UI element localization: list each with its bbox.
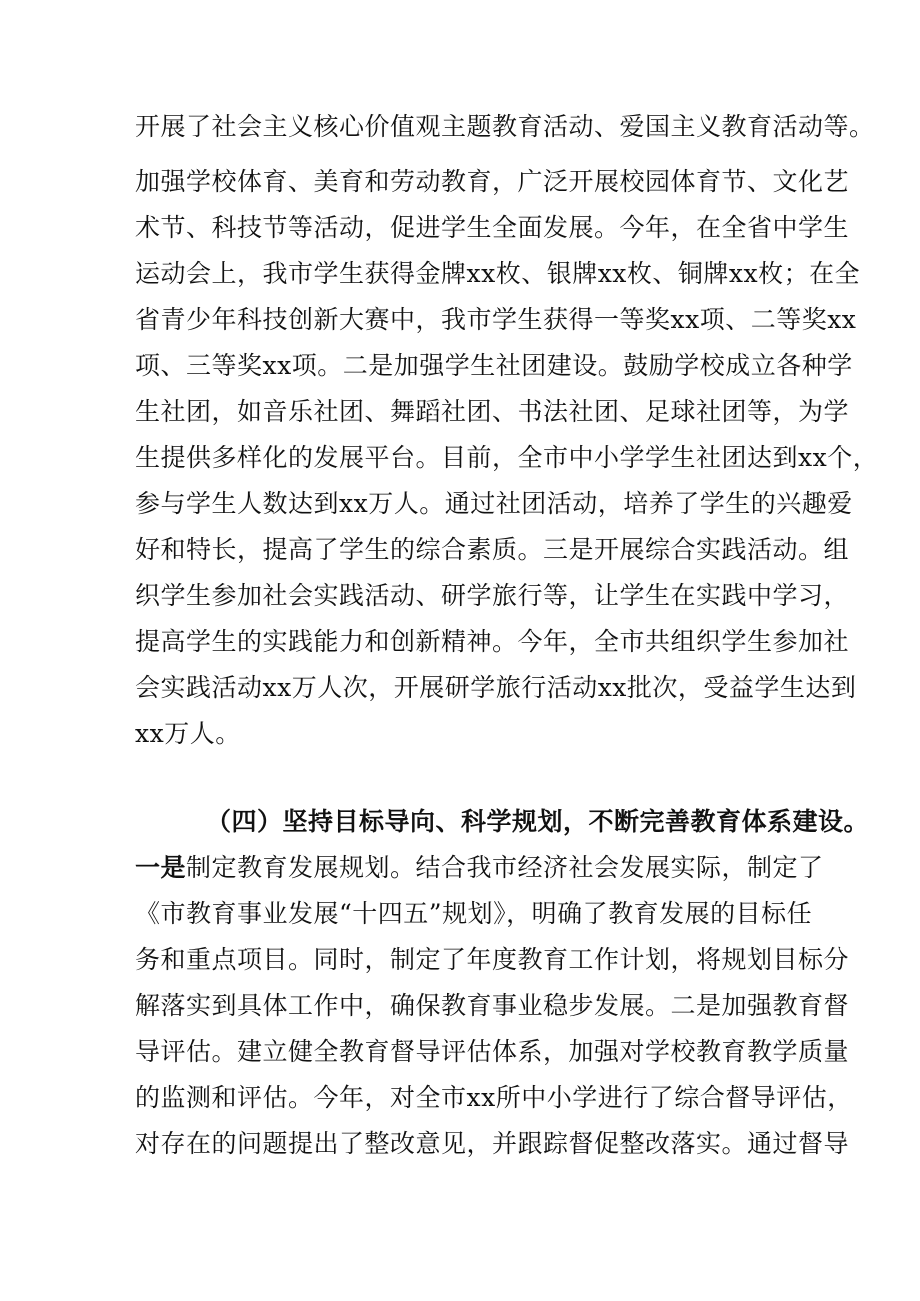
paragraph-line: 导评估。建立健全教育督导评估体系，加强对学校教育教学质量	[135, 1037, 850, 1066]
first-line-text: 制定教育发展规划。结合我市经济社会发展实际，制定了	[186, 853, 824, 882]
paragraph-line: 参与学生人数达到xx万人。通过社团活动，培养了学生的兴趣爱	[135, 489, 853, 518]
paragraph-line: 务和重点项目。同时，制定了年度教育工作计划，将规划目标分	[135, 945, 850, 974]
paragraph-line: 加强学校体育、美育和劳动教育，广泛开展校园体育节、文化艺	[135, 167, 850, 196]
paragraph-line: 的监测和评估。今年，对全市xx所中小学进行了综合督导评估，	[135, 1083, 853, 1112]
paragraph-line: 运动会上，我市学生获得金牌xx枚、银牌xx枚、铜牌xx枚；在全	[135, 259, 861, 288]
section-first-line	[135, 844, 824, 892]
paragraph-line: 省青少年科技创新大赛中，我市学生获得一等奖xx项、二等奖xx	[135, 305, 857, 334]
paragraph-line: 开展了社会主义核心价值观主题教育活动、爱国主义教育活动等。	[135, 112, 875, 141]
section-heading: （四）坚持目标导向、科学规划，不断完善教育体系建设。	[206, 807, 870, 836]
paragraph-line: 生提供多样化的发展平台。目前，全市中小学学生社团达到xx个，	[135, 443, 879, 472]
paragraph-line: 项、三等奖xx项。二是加强学生社团建设。鼓励学校成立各种学	[135, 351, 853, 380]
paragraph-line: 术节、科技节等活动，促进学生全面发展。今年，在全省中学生	[135, 213, 850, 242]
paragraph-line: 织学生参加社会实践活动、研学旅行等，让学生在实践中学习，	[135, 581, 850, 610]
paragraph-line: 《市教育事业发展“十四五”规划》，明确了教育发展的目标任	[135, 899, 813, 928]
paragraph-line: 生社团，如音乐社团、舞蹈社团、书法社团、足球社团等，为学	[135, 397, 850, 426]
paragraph-line: 对存在的问题提出了整改意见，并跟踪督促整改落实。通过督导	[135, 1129, 850, 1158]
bold-lead: 一是	[135, 853, 187, 882]
paragraph-line: 提高学生的实践能力和创新精神。今年，全市共组织学生参加社	[135, 627, 850, 656]
paragraph-line: 解落实到具体工作中，确保教育事业稳步发展。二是加强教育督	[135, 991, 850, 1020]
paragraph-line: 会实践活动xx万人次，开展研学旅行活动xx批次，受益学生达到	[135, 673, 857, 702]
paragraph-line: 好和特长，提高了学生的综合素质。三是开展综合实践活动。组	[135, 535, 850, 564]
paragraph-line: xx万人。	[135, 719, 241, 748]
